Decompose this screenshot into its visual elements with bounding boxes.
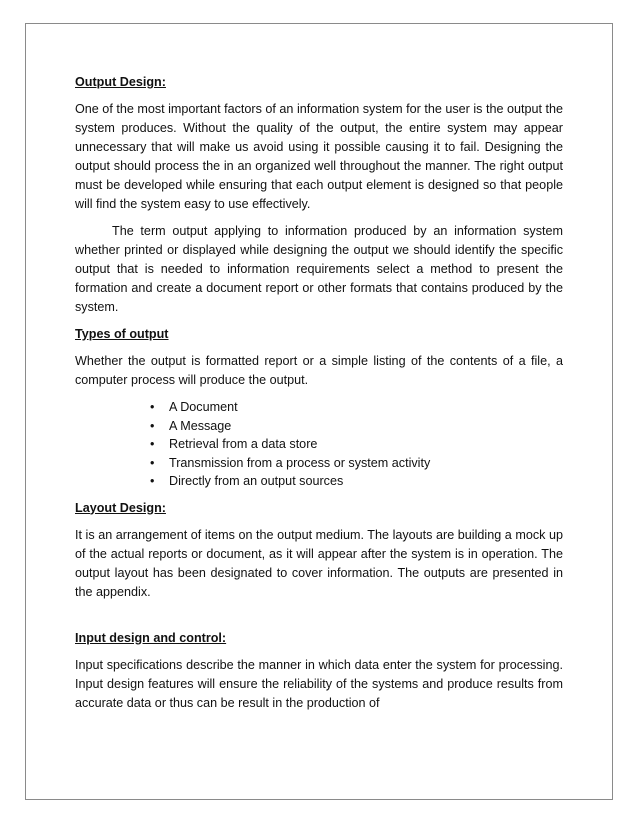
bullet-icon: •	[150, 455, 155, 470]
types-of-output-heading: Types of output	[75, 327, 169, 341]
bullet-icon: •	[150, 418, 155, 433]
output-design-heading: Output Design:	[75, 75, 166, 89]
layout-design-heading: Layout Design:	[75, 500, 166, 515]
list-item: • Retrieval from a data store	[150, 435, 563, 454]
output-types-list	[75, 398, 563, 491]
layout-design-paragraph: It is an arrangement of items on the output medium. The layouts are building a mock up of the actual reports or document, as it will appear after the system is in operation. The output layout has been designated to cover information. The outputs are presented in the appendix.	[75, 527, 563, 599]
section-spacer	[75, 610, 563, 629]
output-design-paragraph-2: The term output applying to information produced by an information system whether printed or displayed while designing the output we should identify the specific output that is needed to information requirements select a method to present the formation and create a document report or other formats that contains produced by the system.	[75, 224, 563, 314]
bullet-icon: •	[150, 474, 155, 488]
document-body	[75, 73, 563, 721]
list-item: • A Message	[150, 417, 563, 436]
bullet-icon: •	[150, 400, 155, 414]
bullet-icon: •	[150, 437, 155, 451]
types-of-output-paragraph: Whether the output is formatted report or a simple listing of the contents of a file, a computer process will produce the output.	[75, 354, 563, 387]
input-design-heading: Input design and control:	[75, 630, 227, 645]
input-design-paragraph: Input specifications describe the manner in which data enter the system for processing. Input design features will ensure the reliability of the systems and produce results from accurate data or thus can be result in the production of	[75, 657, 563, 710]
list-item: • A Document	[150, 398, 563, 417]
list-item: • Transmission from a process or system activity	[150, 454, 563, 473]
list-item: • Directly from an output sources	[150, 472, 563, 491]
output-design-paragraph-1: One of the most important factors of an information system for the user is the output the system produces. Without the quality of the output, the entire system may appear unnecessary that will make us avoid using it possible causing it to fail. Designing the output should process the in an organized well throughout the manner. The right output must be developed while ensuring that each output element is designed so that people will find the system easy to use effectively.	[75, 102, 563, 211]
